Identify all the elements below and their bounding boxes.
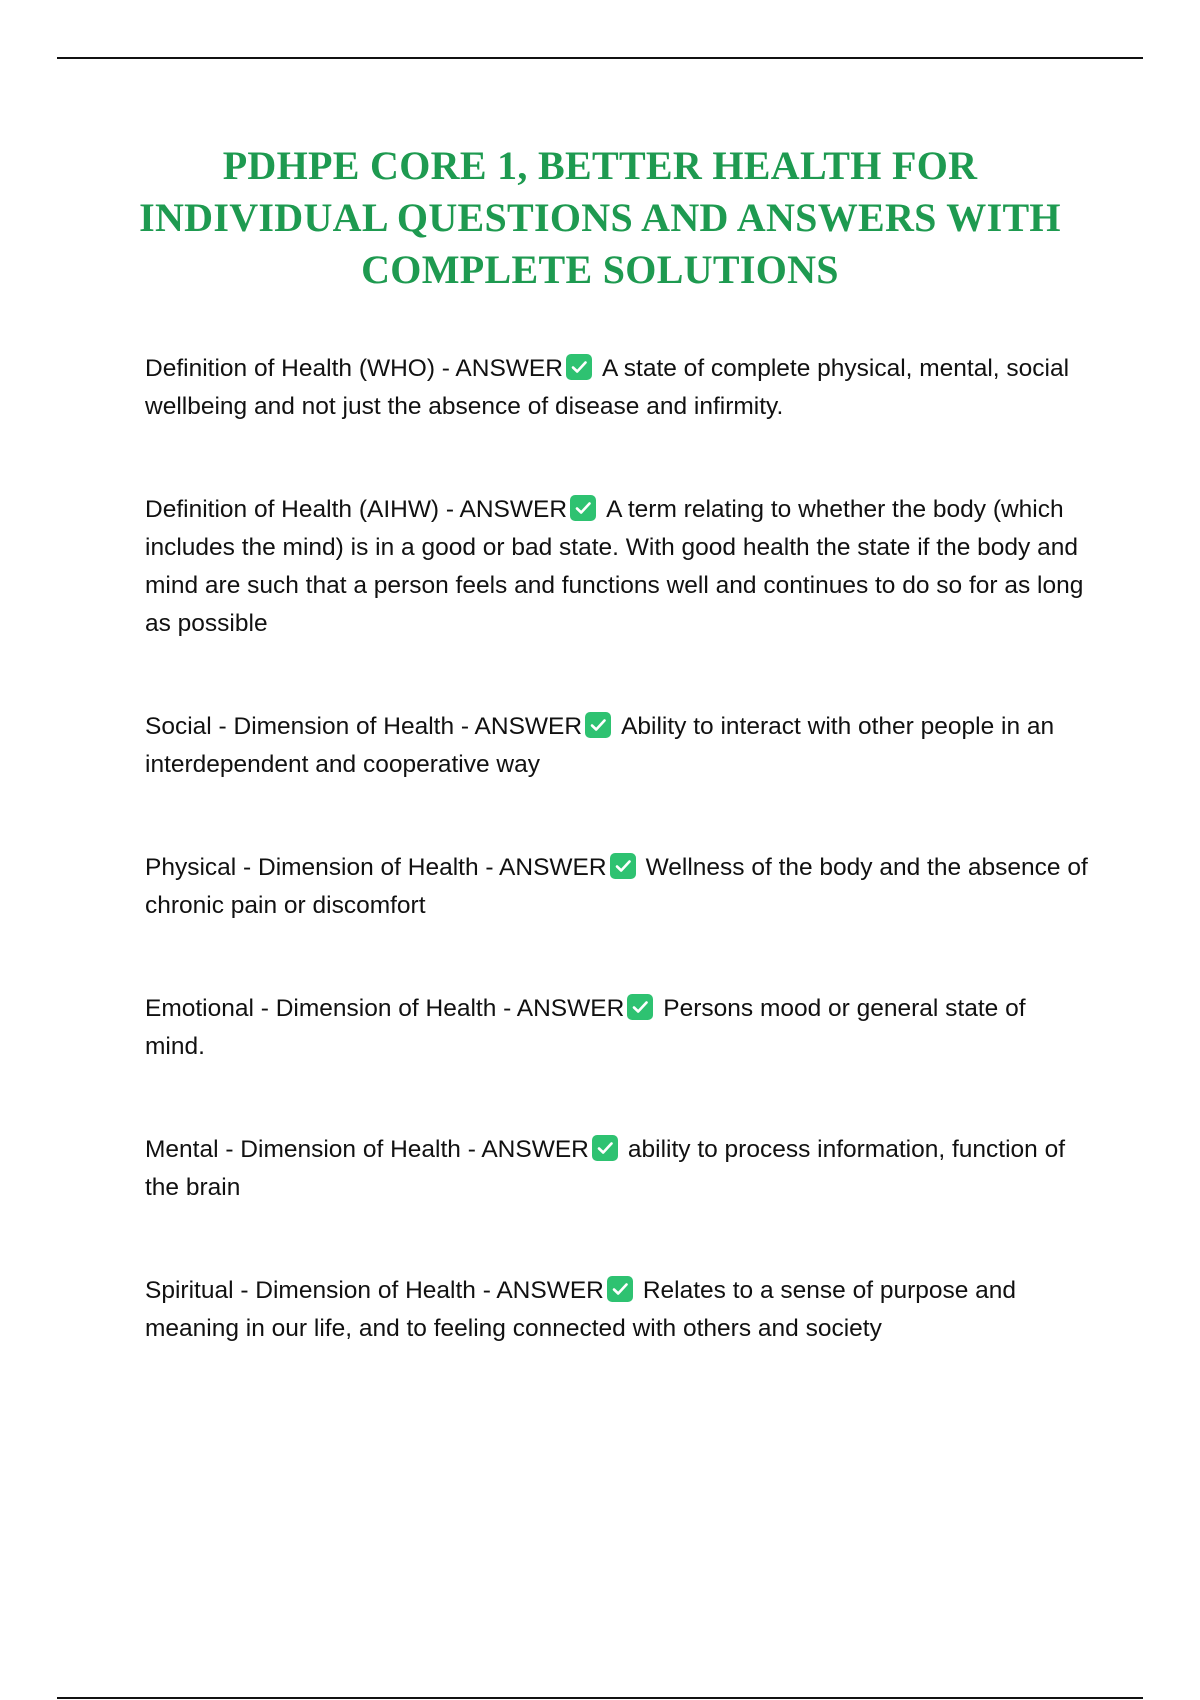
qa-item bbox=[145, 849, 1090, 925]
answer-text: ability to process information, function of the brain bbox=[145, 1136, 1066, 1201]
answer-text: Persons mood or general state of mind. bbox=[145, 995, 1026, 1060]
question-text: Mental - Dimension of Health - ANSWER bbox=[145, 1136, 589, 1163]
question-text: Spiritual - Dimension of Health - ANSWER bbox=[145, 1277, 604, 1304]
question-text: Emotional - Dimension of Health - ANSWER bbox=[145, 995, 625, 1022]
check-mark-icon bbox=[570, 495, 596, 521]
check-mark-icon bbox=[607, 1276, 633, 1302]
check-mark-icon bbox=[585, 712, 611, 738]
check-mark-icon bbox=[592, 1135, 618, 1161]
qa-item bbox=[145, 990, 1090, 1066]
question-text: Definition of Health (AIHW) - ANSWER bbox=[145, 496, 568, 523]
question-text: Social - Dimension of Health - ANSWER bbox=[145, 713, 583, 740]
qa-item bbox=[145, 1131, 1090, 1207]
check-mark-icon bbox=[610, 853, 636, 879]
question-text: Physical - Dimension of Health - ANSWER bbox=[145, 854, 607, 881]
answer-text: A term relating to whether the body (which includes the mind) is in a good or bad state. With good health the state if the body and mind are such that a person feels and functions well and continues to do so for as long as possible bbox=[145, 496, 1084, 637]
qa-item bbox=[145, 708, 1090, 784]
check-mark-icon bbox=[566, 354, 592, 380]
answer-text: Wellness of the body and the absence of chronic pain or discomfort bbox=[145, 854, 1088, 919]
answer-text: Ability to interact with other people in an interdependent and cooperative way bbox=[145, 713, 1055, 778]
top-rule bbox=[57, 57, 1143, 59]
qa-item bbox=[145, 491, 1090, 643]
check-mark-icon bbox=[627, 994, 653, 1020]
question-text: Definition of Health (WHO) - ANSWER bbox=[145, 355, 563, 382]
qa-list bbox=[145, 350, 1090, 1348]
answer-text: Relates to a sense of purpose and meaning in our life, and to feeling connected with others and society bbox=[145, 1277, 1017, 1342]
answer-text: A state of complete physical, mental, social wellbeing and not just the absence of disease and infirmity. bbox=[145, 355, 1070, 420]
document-title: PDHPE CORE 1, BETTER HEALTH FOR INDIVIDUAL QUESTIONS AND ANSWERS WITH COMPLETE SOLUTIONS bbox=[139, 143, 1061, 292]
qa-item bbox=[145, 350, 1090, 426]
qa-item bbox=[145, 1272, 1090, 1348]
bottom-rule bbox=[57, 1697, 1143, 1699]
